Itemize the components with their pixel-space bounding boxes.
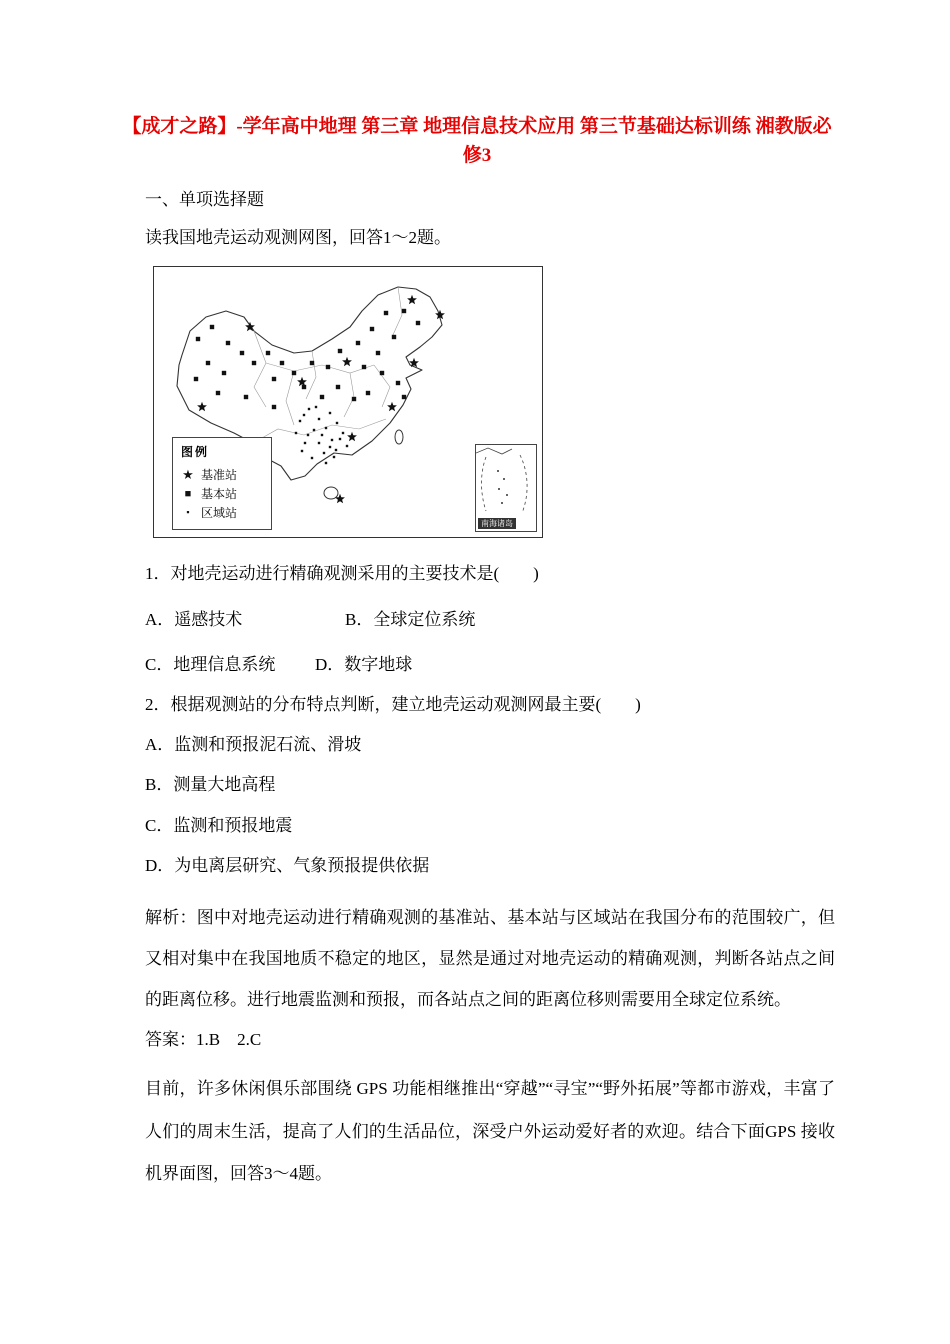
legend-item-basic-station	[181, 485, 263, 504]
q2-option-d: D．为电离层研究、气象预报提供依据	[145, 856, 430, 876]
legend-label-basic: 基本站	[201, 487, 238, 501]
legend-label-benchmark: 基准站	[201, 467, 238, 482]
question-1-options-row-1	[145, 605, 835, 630]
analysis-text: 解析：图中对地壳运动进行精确观测的基准站、基本站与区域站在我国分布的范围较广，但又相对集中在我国地质不稳定的地区，显然是通过对地壳运动的精确观测，判断各站点之间的距离位移。进行地震监测和预报，而各站点之间的距离位移则需要用全球定位系统。	[145, 907, 835, 1009]
small-square-icon: ▪	[186, 506, 190, 517]
taiwan-island	[395, 430, 403, 444]
hainan-island	[324, 487, 338, 499]
star-icon: ★	[182, 466, 194, 482]
legend-item-benchmark-station	[181, 465, 263, 485]
section-heading: 一、单项选择题	[145, 189, 264, 209]
q2-option-b: B．测量大地高程	[145, 775, 276, 795]
legend-item-regional-station	[181, 504, 263, 523]
q2-option-a: A．监测和预报泥石流、滑坡	[145, 735, 362, 755]
q1-option-b: B．全球定位系统	[345, 609, 476, 629]
inset-label: 南海诸岛	[478, 518, 516, 529]
legend-label-regional: 区域站	[201, 505, 238, 520]
passage-2-text: 目前，许多休闲俱乐部围绕 GPS 功能相继推出“穿越”“寻宝”“野外拓展”等都市游戏，丰富了人们的周末生活，提高了人们的生活品位，深受户外运动爱好者的欢迎。结合下面GPS 接收机界面图，回答3～4题。	[145, 1079, 835, 1184]
q2-option-c: C．监测和预报地震	[145, 815, 293, 835]
question-2-text: 2．根据观测站的分布特点判断，建立地壳运动观测网最主要( )	[145, 694, 641, 714]
square-icon: ■	[184, 487, 192, 500]
document-title: 【成才之路】-学年高中地理 第三章 地理信息技术应用 第三节基础达标训练 湘教版必修3	[122, 116, 832, 167]
question-1-text: 1．对地壳运动进行精确观测采用的主要技术是( )	[145, 564, 539, 584]
q1-option-c: C．地理信息系统	[145, 654, 276, 674]
q1-option-d: D．数字地球	[315, 654, 413, 674]
answer-text: 答案：1.B 2.C	[145, 1029, 262, 1049]
question-1-options-row-2	[145, 650, 835, 675]
intro-text: 读我国地壳运动观测网图，回答1～2题。	[145, 227, 451, 247]
south-china-sea-inset	[475, 444, 537, 532]
q1-option-a: A．遥感技术	[145, 609, 243, 629]
legend-title: 图例	[181, 445, 210, 460]
china-observation-network-map	[153, 266, 543, 538]
map-legend	[172, 437, 272, 530]
